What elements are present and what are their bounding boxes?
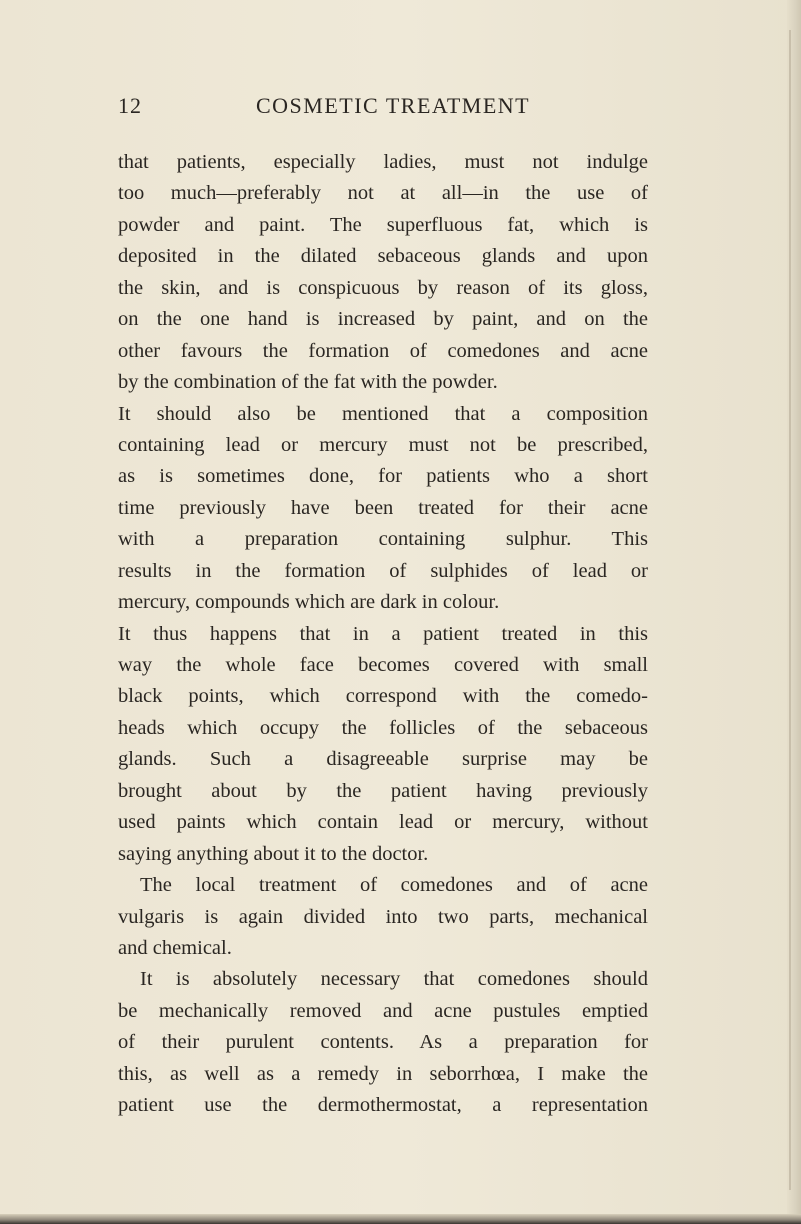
text-line: vulgaris is again divided into two parts, mechanical (118, 905, 648, 928)
text-line: on the one hand is increased by paint, and on the (118, 308, 648, 331)
page-header (118, 93, 638, 123)
text-line: The local treatment of comedones and of acne (140, 874, 648, 897)
text-line: brought about by the patient having previously (118, 779, 648, 802)
text-line: containing lead or mercury must not be prescribed, (118, 433, 648, 456)
text-line: It should also be mentioned that a composition (118, 402, 648, 425)
text-line: other favours the formation of comedones and acne (118, 339, 648, 362)
text-line: mercury, compounds which are dark in colour. (118, 591, 500, 614)
text-line: heads which occupy the follicles of the sebaceous (118, 716, 648, 739)
text-line: saying anything about it to the doctor. (118, 842, 429, 865)
text-line: and chemical. (118, 936, 232, 959)
text-line: glands. Such a disagreeable surprise may be (118, 748, 648, 771)
text-line: this, as well as a remedy in seborrhœa, I make the (118, 1062, 648, 1085)
page-bottom-edge (0, 1214, 801, 1224)
text-line: patient use the dermothermostat, a representation (118, 1094, 648, 1117)
text-line: with a preparation containing sulphur. This (118, 528, 648, 551)
text-line: as is sometimes done, for patients who a short (118, 465, 648, 488)
text-line: black points, which correspond with the comedo- (118, 685, 648, 708)
text-line: too much—preferably not at all—in the use of (118, 182, 648, 205)
text-line: way the whole face becomes covered with small (118, 654, 648, 676)
binding-shadow (789, 30, 791, 1190)
running-title: COSMETIC TREATMENT (256, 93, 531, 118)
text-line: of their purulent contents. As a preparation for (118, 1031, 648, 1054)
page-number: 12 (118, 93, 142, 118)
text-line: It thus happens that in a patient treated in this (118, 622, 648, 645)
text-line: that patients, especially ladies, must not indulge (118, 151, 648, 173)
text-line: results in the formation of sulphides of lead or (118, 559, 648, 582)
text-line: by the combination of the fat with the powder. (118, 371, 498, 394)
text-line: the skin, and is conspicuous by reason of its gloss, (118, 276, 648, 299)
text-line: deposited in the dilated sebaceous glands and upon (118, 245, 648, 268)
text-line: used paints which contain lead or mercury, without (118, 811, 648, 834)
body-text (118, 147, 648, 1122)
text-line: It is absolutely necessary that comedones should (140, 968, 648, 991)
text-line: be mechanically removed and acne pustules emptied (118, 999, 648, 1022)
text-line: powder and paint. The superfluous fat, which is (118, 213, 648, 236)
text-line: time previously have been treated for their acne (118, 496, 648, 519)
